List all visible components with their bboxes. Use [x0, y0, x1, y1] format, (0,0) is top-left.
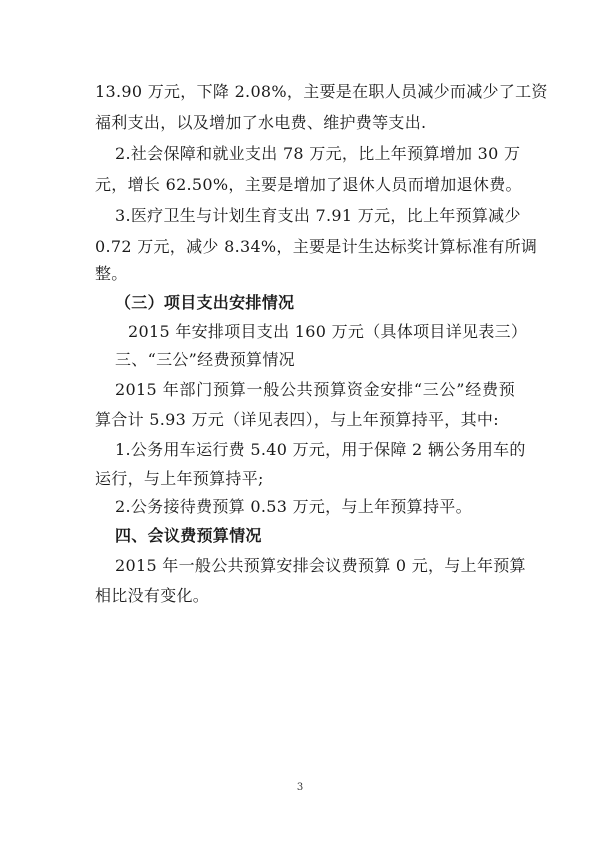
- section-heading: 四、会议费预算情况: [115, 526, 262, 545]
- text-line: 算合计 5.93 万元（详见表四），与上年预算持平，其中:: [95, 410, 499, 429]
- text-line: 3.医疗卫生与计划生育支出 7.91 万元，比上年预算减少: [115, 206, 521, 225]
- text-line: 相比没有变化。: [95, 586, 210, 605]
- section-heading: （三）项目支出安排情况: [115, 293, 295, 312]
- text-line: 运行，与上年预算持平;: [95, 469, 264, 488]
- text-line: 元，增长 62.50%，主要是增加了退休人员而增加退休费。: [95, 175, 522, 194]
- text-line: 福利支出，以及增加了水电费、维护费等支出.: [95, 113, 427, 132]
- text-line: 整。: [95, 264, 128, 283]
- section-heading: 三、“三公”经费预算情况: [115, 350, 295, 369]
- text-line: 2.公务接待费预算 0.53 万元，与上年预算持平。: [115, 497, 472, 516]
- text-line: 2015 年一般公共预算安排会议费预算 0 元，与上年预算: [115, 556, 526, 575]
- text-line: 1.公务用车运行费 5.40 万元，用于保障 2 辆公务用车的: [115, 440, 526, 459]
- text-line: 13.90 万元，下降 2.08%，主要是在职人员减少而减少了工资: [95, 82, 548, 101]
- text-line: 2015 年安排项目支出 160 万元（具体项目详见表三）: [128, 322, 528, 341]
- text-line: 2.社会保障和就业支出 78 万元，比上年预算增加 30 万: [115, 144, 521, 163]
- page-number: 3: [296, 782, 304, 793]
- text-line: 2015 年部门预算一般公共预算资金安排“三公”经费预: [115, 380, 515, 399]
- text-line: 0.72 万元，减少 8.34%，主要是计生达标奖计算标准有所调: [95, 237, 538, 256]
